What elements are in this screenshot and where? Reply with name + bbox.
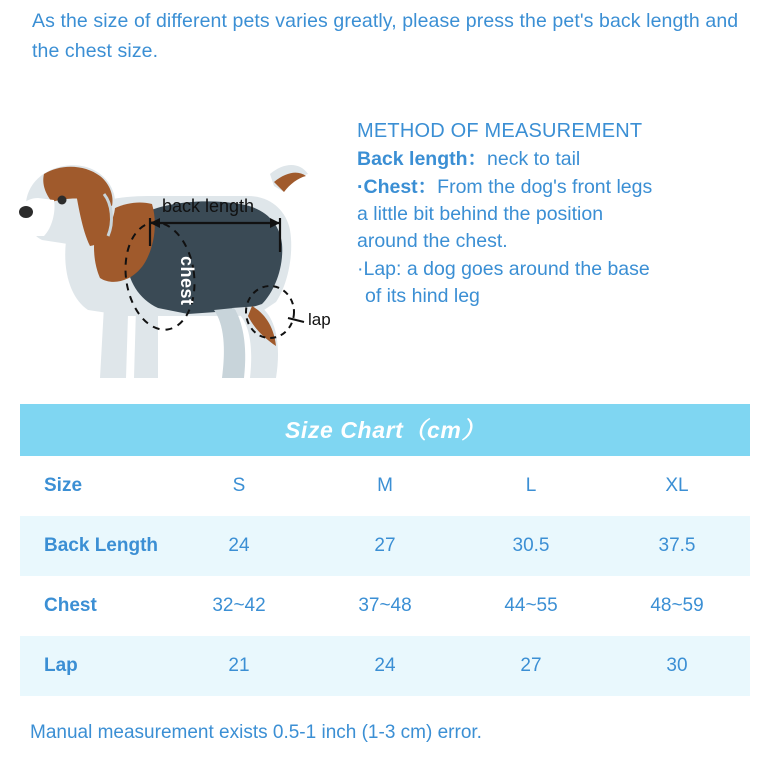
method-title: METHOD OF MEASUREMENT bbox=[357, 120, 643, 142]
cell-size-l: L bbox=[458, 456, 604, 516]
method-item-chest bbox=[357, 174, 757, 255]
cell-size-xl: XL bbox=[604, 456, 750, 516]
cell-size-s: S bbox=[166, 456, 312, 516]
method-item-chest-desc-line2: a little bit behind the position bbox=[357, 203, 604, 225]
size-chart-title: Size Chart（cm） bbox=[20, 404, 750, 456]
cell-chest-m: 37~48 bbox=[312, 576, 458, 636]
cell-lap-xl: 30 bbox=[604, 636, 750, 696]
row-label-lap: Lap bbox=[20, 636, 166, 696]
row-label-size: Size bbox=[20, 456, 166, 516]
method-item-chest-desc-line3: around the chest. bbox=[357, 230, 508, 252]
cell-back-length-m: 27 bbox=[312, 516, 458, 576]
cell-chest-s: 32~42 bbox=[166, 576, 312, 636]
intro-text: As the size of different pets varies greatly, please press the pet's back length and the chest size. bbox=[32, 10, 739, 62]
cell-chest-xl: 48~59 bbox=[604, 576, 750, 636]
dog-illustration bbox=[8, 78, 353, 378]
lap-label: lap bbox=[308, 310, 331, 329]
method-item-back-length-desc: neck to tail bbox=[487, 148, 581, 170]
method-item-lap-desc: a dog goes around the base bbox=[406, 258, 650, 280]
cell-back-length-xl: 37.5 bbox=[604, 516, 750, 576]
cell-lap-l: 27 bbox=[458, 636, 604, 696]
back-length-label: back length bbox=[162, 196, 255, 216]
method-item-lap-desc-line2: of its hind leg bbox=[365, 285, 480, 307]
table-row bbox=[20, 636, 750, 696]
table-row bbox=[20, 456, 750, 516]
method-of-measurement bbox=[357, 120, 757, 311]
cell-size-m: M bbox=[312, 456, 458, 516]
method-item-lap bbox=[357, 256, 757, 310]
size-chart-table bbox=[20, 456, 750, 696]
method-item-chest-term: ·Chest： bbox=[357, 176, 438, 198]
method-item-lap-term: ·Lap: bbox=[357, 258, 402, 280]
row-label-back-length: Back Length bbox=[20, 516, 166, 576]
cell-lap-m: 24 bbox=[312, 636, 458, 696]
cell-back-length-s: 24 bbox=[166, 516, 312, 576]
table-row bbox=[20, 576, 750, 636]
dog-figure-svg bbox=[8, 78, 353, 378]
cell-chest-l: 44~55 bbox=[458, 576, 604, 636]
measurement-error-note: Manual measurement exists 0.5-1 inch (1-3 cm) error. bbox=[30, 722, 482, 743]
cell-back-length-l: 30.5 bbox=[458, 516, 604, 576]
method-item-back-length bbox=[357, 146, 757, 173]
method-item-back-length-term: Back length： bbox=[357, 148, 488, 170]
size-chart bbox=[20, 404, 750, 696]
chest-label: chest bbox=[177, 256, 197, 306]
table-row bbox=[20, 516, 750, 576]
method-item-chest-desc: From the dog's front legs bbox=[437, 176, 653, 198]
row-label-chest: Chest bbox=[20, 576, 166, 636]
cell-lap-s: 21 bbox=[166, 636, 312, 696]
